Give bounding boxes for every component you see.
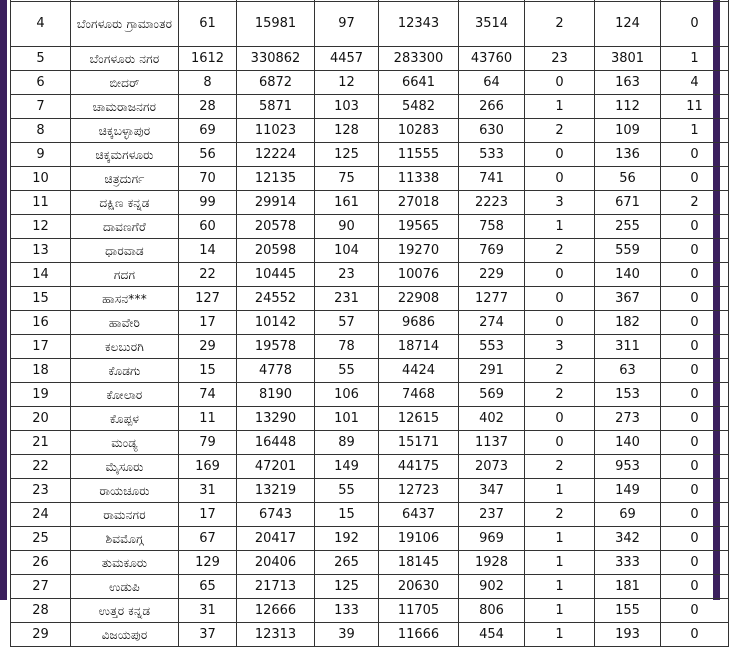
serial-number-cell: 21 (11, 431, 71, 455)
value-cell-2: 8190 (237, 383, 315, 407)
district-name-cell: ತುಮಕೂರು (71, 551, 179, 575)
value-cell-6: 0 (525, 143, 595, 167)
value-cell-4: 11555 (379, 143, 459, 167)
value-cell-3: 192 (315, 527, 379, 551)
district-name-cell: ಕೊಪ್ಪಳ (71, 407, 179, 431)
value-cell-1: 74 (179, 383, 237, 407)
district-name-cell: ಗದಗ (71, 263, 179, 287)
value-cell-4: 6641 (379, 71, 459, 95)
table-row (11, 335, 729, 359)
value-cell-6: 1 (525, 215, 595, 239)
value-cell-1: 1612 (179, 47, 237, 71)
value-cell-4: 12723 (379, 479, 459, 503)
value-cell-7: 342 (595, 527, 661, 551)
district-name-cell: ರಾಮನಗರ (71, 503, 179, 527)
value-cell-3: 125 (315, 575, 379, 599)
value-cell-4: 12615 (379, 407, 459, 431)
value-cell-4: 12343 (379, 2, 459, 47)
value-cell-2: 12666 (237, 599, 315, 623)
value-cell-7: 181 (595, 575, 661, 599)
district-name-cell: ಧಾರವಾಡ (71, 239, 179, 263)
value-cell-3: 55 (315, 359, 379, 383)
district-name-cell: ಬೆಂಗಳೂರು ಗ್ರಾಮಾಂತರ (71, 2, 179, 47)
serial-number-cell: 25 (11, 527, 71, 551)
value-cell-1: 29 (179, 335, 237, 359)
value-cell-4: 10076 (379, 263, 459, 287)
value-cell-8: 1 (661, 119, 729, 143)
value-cell-5: 1277 (459, 287, 525, 311)
value-cell-4: 44175 (379, 455, 459, 479)
value-cell-7: 140 (595, 263, 661, 287)
value-cell-3: 125 (315, 143, 379, 167)
serial-number-cell: 9 (11, 143, 71, 167)
value-cell-3: 231 (315, 287, 379, 311)
table-body (11, 0, 729, 647)
table-row (11, 431, 729, 455)
value-cell-6: 1 (525, 623, 595, 647)
district-name-cell: ಉಡುಪಿ (71, 575, 179, 599)
district-statistics-table (10, 0, 729, 647)
table-row (11, 359, 729, 383)
value-cell-5: 758 (459, 215, 525, 239)
district-name-cell: ಚಿತ್ರದುರ್ಗ (71, 167, 179, 191)
district-name-cell: ಮಂಡ್ಯ (71, 431, 179, 455)
value-cell-1: 60 (179, 215, 237, 239)
value-cell-5: 533 (459, 143, 525, 167)
serial-number-cell: 23 (11, 479, 71, 503)
district-name-cell: ಶಿವಮೊಗ್ಗ (71, 527, 179, 551)
value-cell-3: 265 (315, 551, 379, 575)
value-cell-8: 0 (661, 527, 729, 551)
district-name-cell: ಬೀದರ್ (71, 71, 179, 95)
serial-number-cell: 15 (11, 287, 71, 311)
value-cell-2: 24552 (237, 287, 315, 311)
value-cell-7: 367 (595, 287, 661, 311)
value-cell-4: 18145 (379, 551, 459, 575)
district-name-cell: ಚಾಮರಾಜನಗರ (71, 95, 179, 119)
value-cell-2: 20406 (237, 551, 315, 575)
value-cell-1: 17 (179, 503, 237, 527)
district-name-cell: ಕೊಡಗು (71, 359, 179, 383)
value-cell-5: 806 (459, 599, 525, 623)
table-row (11, 2, 729, 47)
table-row (11, 263, 729, 287)
value-cell-1: 17 (179, 311, 237, 335)
value-cell-3: 12 (315, 71, 379, 95)
district-name-cell: ವಿಜಯಪುರ (71, 623, 179, 647)
value-cell-2: 13290 (237, 407, 315, 431)
table-row (11, 479, 729, 503)
left-border-bar (0, 0, 7, 600)
value-cell-7: 255 (595, 215, 661, 239)
value-cell-2: 4778 (237, 359, 315, 383)
value-cell-1: 127 (179, 287, 237, 311)
table-row (11, 623, 729, 647)
value-cell-7: 63 (595, 359, 661, 383)
value-cell-6: 2 (525, 2, 595, 47)
value-cell-4: 7468 (379, 383, 459, 407)
value-cell-8: 0 (661, 599, 729, 623)
district-name-cell: ಚಿಕ್ಕಬಳ್ಳಾಪುರ (71, 119, 179, 143)
value-cell-3: 23 (315, 263, 379, 287)
value-cell-5: 902 (459, 575, 525, 599)
value-cell-3: 39 (315, 623, 379, 647)
value-cell-5: 553 (459, 335, 525, 359)
value-cell-2: 12135 (237, 167, 315, 191)
value-cell-4: 5482 (379, 95, 459, 119)
district-name-cell: ಹಾವೇರಿ (71, 311, 179, 335)
value-cell-2: 15981 (237, 2, 315, 47)
value-cell-3: 89 (315, 431, 379, 455)
serial-number-cell: 8 (11, 119, 71, 143)
value-cell-4: 6437 (379, 503, 459, 527)
table-row (11, 455, 729, 479)
value-cell-5: 347 (459, 479, 525, 503)
serial-number-cell: 19 (11, 383, 71, 407)
value-cell-7: 109 (595, 119, 661, 143)
value-cell-5: 630 (459, 119, 525, 143)
value-cell-1: 99 (179, 191, 237, 215)
value-cell-7: 333 (595, 551, 661, 575)
serial-number-cell: 22 (11, 455, 71, 479)
value-cell-1: 31 (179, 479, 237, 503)
value-cell-6: 1 (525, 527, 595, 551)
value-cell-7: 69 (595, 503, 661, 527)
value-cell-4: 18714 (379, 335, 459, 359)
value-cell-3: 104 (315, 239, 379, 263)
district-name-cell: ರಾಯಚೂರು (71, 479, 179, 503)
table-row (11, 575, 729, 599)
value-cell-5: 969 (459, 527, 525, 551)
value-cell-2: 5871 (237, 95, 315, 119)
value-cell-8: 0 (661, 2, 729, 47)
value-cell-6: 1 (525, 95, 595, 119)
district-name-cell: ಹಾಸನ*** (71, 287, 179, 311)
value-cell-6: 0 (525, 263, 595, 287)
table-row (11, 215, 729, 239)
value-cell-1: 65 (179, 575, 237, 599)
value-cell-5: 402 (459, 407, 525, 431)
value-cell-4: 11705 (379, 599, 459, 623)
value-cell-8: 11 (661, 95, 729, 119)
value-cell-7: 193 (595, 623, 661, 647)
serial-number-cell: 18 (11, 359, 71, 383)
value-cell-6: 1 (525, 575, 595, 599)
value-cell-3: 4457 (315, 47, 379, 71)
value-cell-8: 0 (661, 215, 729, 239)
value-cell-4: 11666 (379, 623, 459, 647)
value-cell-8: 0 (661, 503, 729, 527)
value-cell-7: 182 (595, 311, 661, 335)
table-row (11, 95, 729, 119)
district-name-cell: ಬೆಂಗಳೂರು ನಗರ (71, 47, 179, 71)
value-cell-5: 741 (459, 167, 525, 191)
serial-number-cell: 5 (11, 47, 71, 71)
value-cell-7: 163 (595, 71, 661, 95)
value-cell-3: 133 (315, 599, 379, 623)
value-cell-3: 90 (315, 215, 379, 239)
serial-number-cell: 27 (11, 575, 71, 599)
value-cell-1: 69 (179, 119, 237, 143)
value-cell-4: 19270 (379, 239, 459, 263)
value-cell-6: 0 (525, 431, 595, 455)
value-cell-8: 0 (661, 479, 729, 503)
value-cell-1: 22 (179, 263, 237, 287)
value-cell-7: 140 (595, 431, 661, 455)
value-cell-6: 23 (525, 47, 595, 71)
table-row (11, 239, 729, 263)
value-cell-8: 0 (661, 359, 729, 383)
value-cell-5: 2073 (459, 455, 525, 479)
value-cell-4: 22908 (379, 287, 459, 311)
value-cell-3: 149 (315, 455, 379, 479)
table-row (11, 503, 729, 527)
value-cell-7: 153 (595, 383, 661, 407)
value-cell-8: 4 (661, 71, 729, 95)
value-cell-1: 15 (179, 359, 237, 383)
value-cell-8: 0 (661, 431, 729, 455)
district-name-cell: ಉತ್ತರ ಕನ್ನಡ (71, 599, 179, 623)
value-cell-3: 78 (315, 335, 379, 359)
value-cell-5: 291 (459, 359, 525, 383)
value-cell-4: 15171 (379, 431, 459, 455)
value-cell-5: 43760 (459, 47, 525, 71)
value-cell-6: 0 (525, 167, 595, 191)
value-cell-4: 10283 (379, 119, 459, 143)
value-cell-7: 559 (595, 239, 661, 263)
value-cell-2: 12224 (237, 143, 315, 167)
serial-number-cell: 12 (11, 215, 71, 239)
serial-number-cell: 24 (11, 503, 71, 527)
value-cell-4: 11338 (379, 167, 459, 191)
serial-number-cell: 13 (11, 239, 71, 263)
value-cell-5: 769 (459, 239, 525, 263)
table-row (11, 119, 729, 143)
table-row (11, 551, 729, 575)
table-row (11, 311, 729, 335)
district-name-cell: ದಾವಣಗೆರೆ (71, 215, 179, 239)
district-name-cell: ದಕ್ಷಿಣ ಕನ್ನಡ (71, 191, 179, 215)
value-cell-3: 101 (315, 407, 379, 431)
value-cell-5: 1928 (459, 551, 525, 575)
serial-number-cell: 6 (11, 71, 71, 95)
value-cell-2: 47201 (237, 455, 315, 479)
value-cell-8: 1 (661, 47, 729, 71)
value-cell-6: 0 (525, 311, 595, 335)
value-cell-1: 14 (179, 239, 237, 263)
value-cell-2: 16448 (237, 431, 315, 455)
value-cell-8: 0 (661, 239, 729, 263)
district-name-cell: ಕಲಬುರಗಿ (71, 335, 179, 359)
value-cell-6: 2 (525, 455, 595, 479)
value-cell-2: 20598 (237, 239, 315, 263)
value-cell-8: 0 (661, 311, 729, 335)
value-cell-7: 149 (595, 479, 661, 503)
serial-number-cell: 14 (11, 263, 71, 287)
value-cell-4: 19565 (379, 215, 459, 239)
serial-number-cell: 26 (11, 551, 71, 575)
table-row (11, 167, 729, 191)
value-cell-4: 283300 (379, 47, 459, 71)
value-cell-7: 136 (595, 143, 661, 167)
table-row (11, 47, 729, 71)
value-cell-1: 28 (179, 95, 237, 119)
table-row (11, 287, 729, 311)
value-cell-5: 266 (459, 95, 525, 119)
value-cell-3: 103 (315, 95, 379, 119)
value-cell-7: 56 (595, 167, 661, 191)
value-cell-1: 61 (179, 2, 237, 47)
value-cell-7: 273 (595, 407, 661, 431)
value-cell-3: 97 (315, 2, 379, 47)
value-cell-2: 6872 (237, 71, 315, 95)
value-cell-1: 67 (179, 527, 237, 551)
value-cell-4: 27018 (379, 191, 459, 215)
value-cell-3: 75 (315, 167, 379, 191)
value-cell-8: 0 (661, 623, 729, 647)
value-cell-5: 569 (459, 383, 525, 407)
value-cell-2: 29914 (237, 191, 315, 215)
value-cell-6: 1 (525, 551, 595, 575)
value-cell-1: 79 (179, 431, 237, 455)
value-cell-1: 129 (179, 551, 237, 575)
value-cell-1: 31 (179, 599, 237, 623)
value-cell-6: 2 (525, 119, 595, 143)
serial-number-cell: 11 (11, 191, 71, 215)
value-cell-3: 57 (315, 311, 379, 335)
district-name-cell: ಮೈಸೂರು (71, 455, 179, 479)
value-cell-5: 64 (459, 71, 525, 95)
value-cell-5: 2223 (459, 191, 525, 215)
serial-number-cell: 29 (11, 623, 71, 647)
value-cell-7: 124 (595, 2, 661, 47)
value-cell-5: 274 (459, 311, 525, 335)
value-cell-5: 454 (459, 623, 525, 647)
table-row (11, 527, 729, 551)
value-cell-7: 3801 (595, 47, 661, 71)
value-cell-2: 11023 (237, 119, 315, 143)
value-cell-1: 8 (179, 71, 237, 95)
value-cell-6: 2 (525, 239, 595, 263)
value-cell-4: 9686 (379, 311, 459, 335)
value-cell-6: 2 (525, 503, 595, 527)
value-cell-2: 6743 (237, 503, 315, 527)
value-cell-5: 1137 (459, 431, 525, 455)
value-cell-4: 19106 (379, 527, 459, 551)
value-cell-2: 330862 (237, 47, 315, 71)
value-cell-3: 55 (315, 479, 379, 503)
value-cell-2: 20417 (237, 527, 315, 551)
value-cell-3: 106 (315, 383, 379, 407)
value-cell-8: 0 (661, 383, 729, 407)
table-row (11, 407, 729, 431)
value-cell-6: 3 (525, 335, 595, 359)
table-row (11, 383, 729, 407)
value-cell-7: 953 (595, 455, 661, 479)
value-cell-3: 161 (315, 191, 379, 215)
value-cell-6: 2 (525, 383, 595, 407)
value-cell-1: 70 (179, 167, 237, 191)
district-name-cell: ಕೋಲಾರ (71, 383, 179, 407)
value-cell-5: 3514 (459, 2, 525, 47)
value-cell-6: 0 (525, 71, 595, 95)
value-cell-1: 11 (179, 407, 237, 431)
value-cell-5: 229 (459, 263, 525, 287)
value-cell-8: 0 (661, 575, 729, 599)
value-cell-2: 10142 (237, 311, 315, 335)
value-cell-6: 1 (525, 599, 595, 623)
value-cell-5: 237 (459, 503, 525, 527)
value-cell-1: 56 (179, 143, 237, 167)
serial-number-cell: 28 (11, 599, 71, 623)
value-cell-4: 20630 (379, 575, 459, 599)
value-cell-7: 671 (595, 191, 661, 215)
serial-number-cell: 4 (11, 2, 71, 47)
value-cell-8: 0 (661, 263, 729, 287)
value-cell-2: 21713 (237, 575, 315, 599)
table-row (11, 191, 729, 215)
table-row (11, 71, 729, 95)
value-cell-6: 3 (525, 191, 595, 215)
value-cell-2: 13219 (237, 479, 315, 503)
value-cell-7: 311 (595, 335, 661, 359)
serial-number-cell: 16 (11, 311, 71, 335)
value-cell-7: 112 (595, 95, 661, 119)
table-row (11, 599, 729, 623)
value-cell-7: 155 (595, 599, 661, 623)
value-cell-4: 4424 (379, 359, 459, 383)
value-cell-2: 12313 (237, 623, 315, 647)
value-cell-8: 0 (661, 287, 729, 311)
value-cell-8: 0 (661, 551, 729, 575)
value-cell-1: 37 (179, 623, 237, 647)
value-cell-8: 0 (661, 335, 729, 359)
value-cell-6: 0 (525, 407, 595, 431)
district-name-cell: ಚಿಕ್ಕಮಗಳೂರು (71, 143, 179, 167)
value-cell-1: 169 (179, 455, 237, 479)
value-cell-8: 0 (661, 143, 729, 167)
serial-number-cell: 17 (11, 335, 71, 359)
value-cell-2: 20578 (237, 215, 315, 239)
value-cell-8: 0 (661, 455, 729, 479)
serial-number-cell: 10 (11, 167, 71, 191)
value-cell-6: 2 (525, 359, 595, 383)
value-cell-6: 0 (525, 287, 595, 311)
table-row (11, 143, 729, 167)
value-cell-8: 0 (661, 167, 729, 191)
value-cell-2: 10445 (237, 263, 315, 287)
value-cell-8: 0 (661, 407, 729, 431)
value-cell-3: 15 (315, 503, 379, 527)
serial-number-cell: 20 (11, 407, 71, 431)
value-cell-8: 2 (661, 191, 729, 215)
serial-number-cell: 7 (11, 95, 71, 119)
value-cell-3: 128 (315, 119, 379, 143)
value-cell-6: 1 (525, 479, 595, 503)
value-cell-2: 19578 (237, 335, 315, 359)
